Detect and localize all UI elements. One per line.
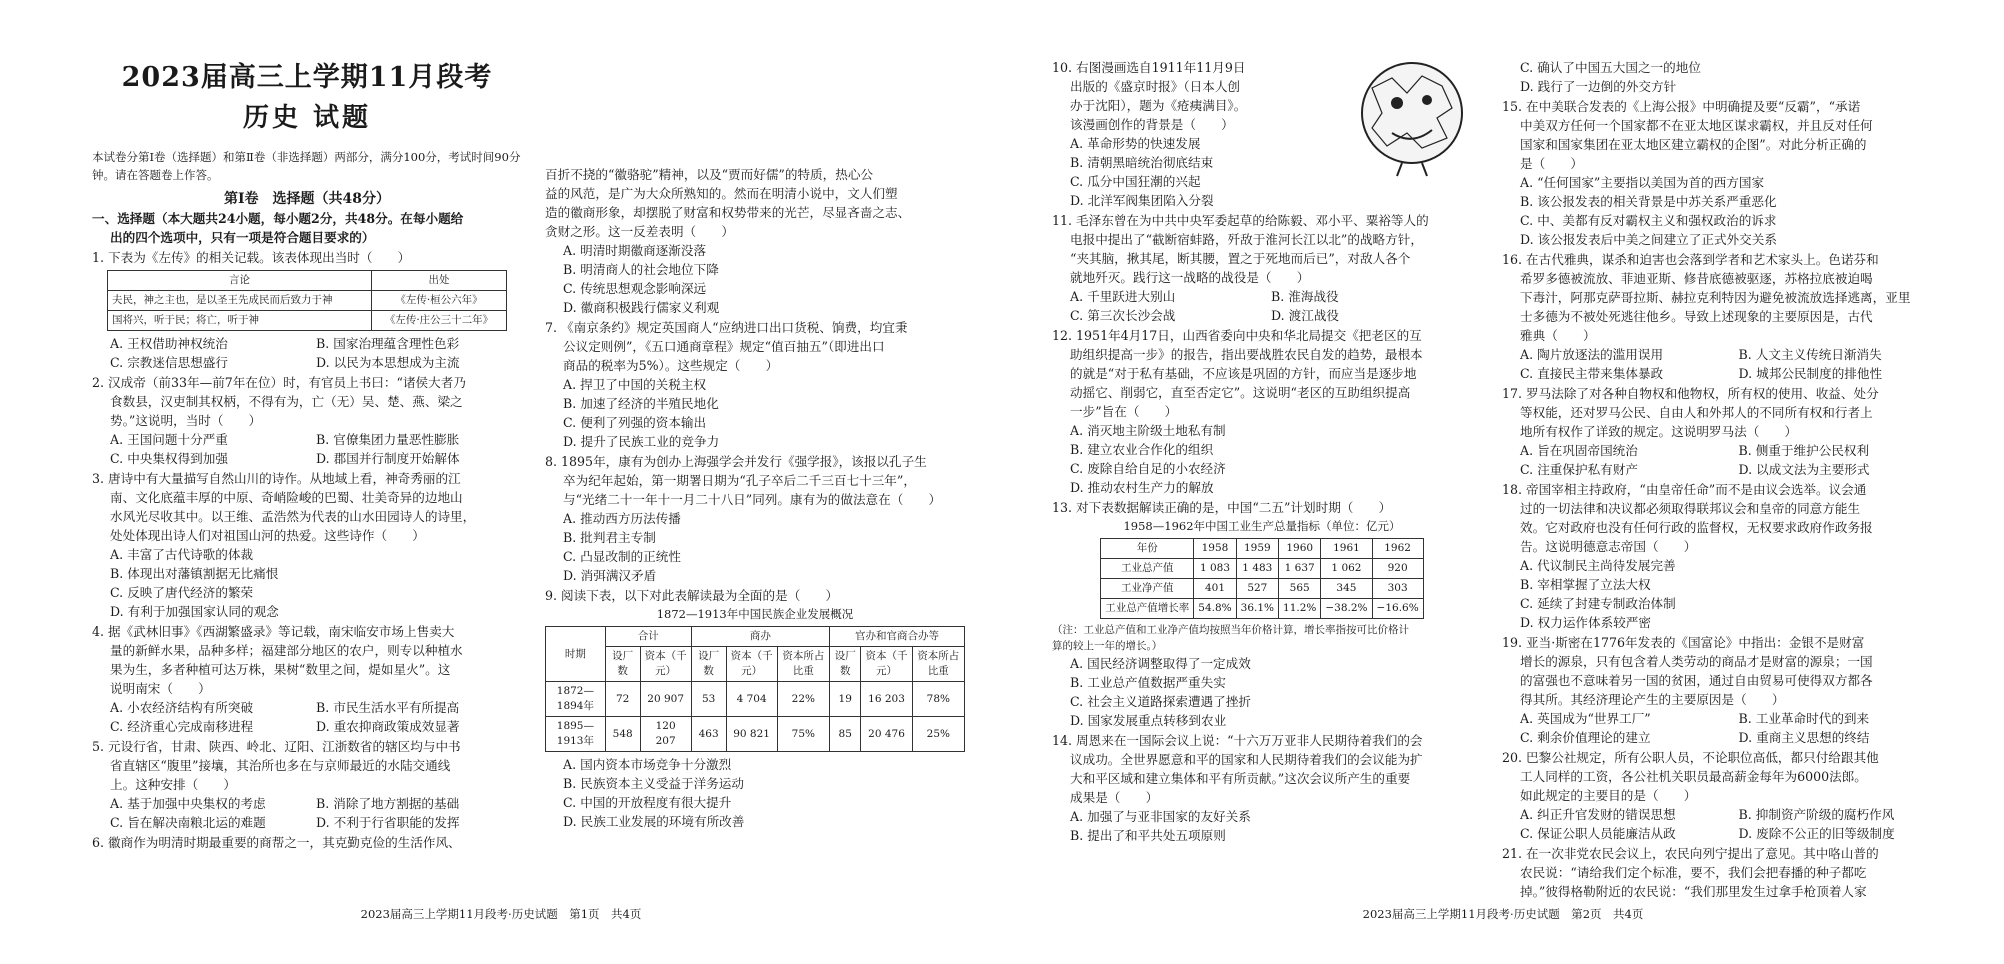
question-line: 处处体现出诗人们对祖国山河的热爱。这些诗作（ ）: [110, 528, 425, 543]
table-cell: 1 083: [1194, 559, 1236, 579]
question-line: 大和平区域和建立集体和平有所贡献。”这次会议所产生的重要: [1070, 771, 1411, 786]
option: B. 消除了地方割据的基础: [316, 796, 460, 811]
q17-options-row-1: [1502, 441, 1957, 460]
question-line: 是（ ）: [1520, 156, 1583, 171]
table-cell: 16 203: [861, 682, 912, 717]
question-line: 与“光绪二十一年十一月二十八日”同列。康有为的做法意在（ ）: [563, 492, 942, 507]
option: B. 淮海战役: [1271, 289, 1339, 304]
table-header: 年份: [1101, 539, 1194, 559]
option: B. 市民生活水平有所提高: [316, 700, 460, 715]
table-header: 1962: [1372, 539, 1423, 559]
question-line: 过的一切法律和决议都必须取得联邦议会和皇帝的同意方能生: [1520, 501, 1861, 516]
option: B. 该公报发表的相关背景是中苏关系严重恶化: [1520, 194, 1777, 209]
q1-options-row-1: [92, 334, 522, 353]
question-line: 水风光尽收其中。以王维、孟浩然为代表的山水田园诗人的诗里，: [110, 509, 476, 524]
table-cell: −38.2%: [1321, 599, 1372, 619]
option: D. 不利于行省职能的发挥: [316, 815, 460, 830]
q1-table-cell: 《左传·庄公三十二年》: [372, 311, 507, 331]
question-line: 2. 汉成帝（前33年—前7年在位）时，有官员上书曰：“诸侯大者乃: [92, 375, 466, 390]
table-cell: 920: [1372, 559, 1423, 579]
option: C. 社会主义道路探索遭遇了挫折: [1070, 694, 1251, 709]
q1-table-cell: 国将兴，听于民；将亡，听于神: [108, 311, 372, 331]
question-line: 出版的《盛京时报》（日本人创: [1070, 79, 1241, 94]
option: D. 国家发展重点转移到农业: [1070, 713, 1227, 728]
page2-column-left: [1052, 58, 1472, 845]
table-header: 1960: [1279, 539, 1321, 559]
question-line: 助组织提高一步》的报告，指出要战胜农民自发的趋势，最根本: [1070, 347, 1423, 362]
question-line: 14. 周恩来在一国际会议上说：“十六万万亚非人民期待着我们的会: [1052, 733, 1423, 748]
option: A. 旨在巩固帝国统治: [1520, 443, 1638, 458]
option: B. 侧重于维护公民权利: [1738, 443, 1870, 458]
table-cell: 85: [829, 717, 861, 752]
option: A. 陶片放逐法的滥用误用: [1520, 347, 1664, 362]
option: A. 王权借助神权统治: [110, 336, 228, 351]
q13-table: [1100, 538, 1423, 619]
q1-table-header: 出处: [372, 271, 507, 291]
option: D. 重农抑商政策成效显著: [316, 719, 460, 734]
q1-table-header: 言论: [108, 271, 372, 291]
table-cell: 1 483: [1236, 559, 1278, 579]
question-line: 15. 在中美联合发表的《上海公报》中明确提及要“反霸”，“承诺: [1502, 99, 1861, 114]
table-note: 算的较上一年的增长。）: [1052, 640, 1163, 652]
question-18: [1502, 480, 1957, 556]
page2-column-right: [1502, 58, 1957, 901]
table-cell: 19: [829, 682, 861, 717]
page-footer: 2023届高三上学期11月段考·历史试题 第1页 共4页: [360, 907, 642, 921]
question-line: 中美双方任何一个国家都不在亚太地区谋求霸权，并且反对任何: [1520, 118, 1873, 133]
page-footer: 2023届高三上学期11月段考·历史试题 第2页 共4页: [1362, 907, 1644, 921]
table-cell: 20 476: [861, 717, 912, 752]
option: B. 工业总产值数据严重失实: [1070, 675, 1226, 690]
table-cell: 36.1%: [1236, 599, 1278, 619]
option: D. 践行了一边倒的外交方针: [1520, 79, 1677, 94]
table-header: 官办和官商合办等: [829, 627, 964, 647]
question-line: 造的徽商形象，却摆脱了财富和权势带来的光芒，尽显吝啬之志、: [545, 205, 911, 220]
question-line: 掉。”彼得格勒附近的农民说：“我们那里发生过拿手枪顶着人家: [1520, 884, 1867, 899]
question-line: 说明南宋（ ）: [110, 681, 211, 696]
option: C. 中国的开放程度有很大提升: [563, 795, 732, 810]
table-cell: 4 704: [726, 682, 777, 717]
option: B. 官僚集团力量恶性膨胀: [316, 432, 460, 447]
table-row: [546, 682, 965, 717]
question-line: 21. 在一次非党农民会议上，农民向列宁提出了意见。其中咯山普的: [1502, 846, 1879, 861]
option: A. 国民经济调整取得了一定成效: [1070, 656, 1251, 671]
table-header: 商办: [691, 627, 829, 647]
question-20: [1502, 748, 1957, 805]
option: B. 国家治理蕴含理性色彩: [316, 336, 460, 351]
q1-table-cell: 《左传·桓公六年》: [372, 291, 507, 311]
question-line: 办于沈阳），题为《疮痍满目》。: [1070, 98, 1247, 113]
option: C. 废除自给自足的小农经济: [1070, 461, 1226, 476]
table-header: 1959: [1236, 539, 1278, 559]
option: B. 宰相掌握了立法大权: [1520, 577, 1651, 592]
question-line: 一步”旨在（ ）: [1070, 404, 1178, 419]
question-line: 议成功。全世界愿意和平的国家和人民期待着我们的会议能为扩: [1070, 752, 1423, 767]
table-cell: 463: [691, 717, 726, 752]
q5-options-row-2: [92, 813, 522, 832]
table-subheader: 资本（千元）: [726, 647, 777, 682]
table-cell: 75%: [777, 717, 829, 752]
option: C. 旨在解决南粮北运的难题: [110, 815, 266, 830]
cartoon-face-icon: [1352, 58, 1472, 178]
option: B. 建立农业合作化的组织: [1070, 442, 1214, 457]
table-row: [1101, 559, 1423, 579]
option: B. 清朝黑暗统治彻底结束: [1070, 155, 1214, 170]
option: B. 明清商人的社会地位下降: [563, 262, 719, 277]
table-cell: 565: [1279, 579, 1321, 599]
option: D. 重商主义思想的终结: [1738, 730, 1870, 745]
question-line: 工人同样的工资，各公社机关职员最高薪金每年为6000法郎。: [1520, 769, 1867, 784]
question-16: [1502, 250, 1957, 345]
table-cell: 72: [605, 682, 640, 717]
option: A. 丰富了古代诗歌的体裁: [110, 547, 254, 562]
option: D. 徽商积极践行儒家义利观: [563, 300, 720, 315]
q11-options-row-2: [1052, 306, 1472, 325]
option: D. 推动农村生产力的解放: [1070, 480, 1214, 495]
option: D. 渡江战役: [1271, 308, 1340, 323]
option: D. 以成文法为主要形式: [1738, 462, 1870, 477]
question-line: 成果是（ ）: [1070, 790, 1159, 805]
table-cell: 548: [605, 717, 640, 752]
question-line: “夹其脑，揪其尾，断其腰，置之于死地而后已”，对敌人各个: [1070, 251, 1411, 266]
option: B. 体现出对藩镇割据无比痛恨: [110, 566, 279, 581]
option: C. 瓜分中国狂潮的兴起: [1070, 174, 1201, 189]
question-line: 等权能，还对罗马公民、自由人和外邦人的不同所有权和行者上: [1520, 405, 1873, 420]
table-subheader: 资本（千元）: [861, 647, 912, 682]
option: C. 中、美都有反对霸权主义和强权政治的诉求: [1520, 213, 1777, 228]
table-cell: 78%: [912, 682, 964, 717]
q4-options-row-1: [92, 698, 522, 717]
exam-subtitle: 历史 试题: [242, 103, 372, 133]
option: C. 直接民主带来集体暴政: [1520, 366, 1664, 381]
option: C. 中央集权得到加强: [110, 451, 228, 466]
option: C. 延续了封建专制政治体制: [1520, 596, 1676, 611]
question-line: 下毒汁，阿那克萨哥拉斯、赫拉克利特因为避免被流放选择逃离，亚里: [1520, 290, 1911, 305]
question-line: 南、文化底蕴丰厚的中原、奇峭险峻的巴蜀、壮美奇异的边地山: [110, 490, 463, 505]
table-subheader: 设厂数: [605, 647, 640, 682]
option: A. 捍卫了中国的关税主权: [563, 377, 707, 392]
option: A. 基于加强中央集权的考虑: [110, 796, 266, 811]
option: D. 消弭满汉矛盾: [563, 568, 657, 583]
q11-options-row-1: [1052, 287, 1472, 306]
question-line: 省直辖区“腹里”接壤，其治所也多在与京师最近的水陆交通线: [110, 758, 451, 773]
option: C. 第三次长沙会战: [1070, 308, 1176, 323]
question-13: 13. 对下表数据解读正确的是，中国“二五”计划时期（ ）: [1052, 500, 1392, 515]
question-line: 8. 1895年，康有为创办上海强学会并发行《强学报》，该报以孔子生: [545, 454, 927, 469]
option: A. “任何国家”主要指以美国为首的西方国家: [1520, 175, 1765, 190]
q9-table-caption: 1872—1913年中国民族企业发展概况: [656, 607, 854, 621]
option: A. 千里跃进大别山: [1070, 289, 1176, 304]
option: D. 民族工业发展的环境有所改善: [563, 814, 745, 829]
table-cell: 120 207: [640, 717, 691, 752]
option: C. 宗教迷信思想盛行: [110, 355, 228, 370]
option: A. 明清时期徽商逐渐没落: [563, 243, 707, 258]
exam-title: 2023届高三上学期11月段考: [121, 62, 493, 93]
option: C. 保证公职人员能廉洁从政: [1520, 826, 1676, 841]
question-line: 该漫画创作的背景是（ ）: [1070, 117, 1234, 132]
question-line: 4. 据《武林旧事》《西湖繁盛录》等记载，南宋临安市场上售卖大: [92, 624, 455, 639]
table-cell: 54.8%: [1194, 599, 1236, 619]
table-header: 1958: [1194, 539, 1236, 559]
table-cell: 1872—1894年: [546, 682, 606, 717]
question-line: 就地歼灭。践行这一战略的战役是（ ）: [1070, 270, 1310, 285]
q19-options-row-1: [1502, 709, 1957, 728]
question-line: 增长的源泉，只有包含着人类劳动的商品才是财富的源泉；一国: [1520, 654, 1873, 669]
q1-options-row-2: [92, 353, 522, 372]
table-cell: −16.6%: [1372, 599, 1423, 619]
option: C. 凸显改制的正统性: [563, 549, 681, 564]
option: B. 批判君主专制: [563, 530, 656, 545]
question-line: 势。”这说明，当时（ ）: [110, 413, 262, 428]
table-cell: 11.2%: [1279, 599, 1321, 619]
exam-intro: 本试卷分第Ⅰ卷（选择题）和第Ⅱ卷（非选择题）两部分，满分100分，考试时间90分钟。请在答题卷上作答。: [92, 150, 521, 182]
question-line: 的就是“对于私有基础，不应该是巩固的方针，而应当是逐步地: [1070, 366, 1417, 381]
question-line: 农民说：“请给我们定个标准，要不，我们会把春播的种子都吃: [1520, 865, 1867, 880]
option: D. 提升了民族工业的竞争力: [563, 434, 720, 449]
page1-column-right: [545, 165, 965, 831]
table-cell: 1 637: [1279, 559, 1321, 579]
table-cell: 303: [1372, 579, 1423, 599]
table-cell: 20 907: [640, 682, 691, 717]
question-4: [92, 622, 522, 698]
question-line: 效。它对政府也没有任何行政的监督权，无权要求政府作政务报: [1520, 520, 1873, 535]
option: C. 确认了中国五大国之一的地位: [1520, 60, 1701, 75]
question-19: [1502, 633, 1957, 709]
question-line: 17. 罗马法除了对各种自物权和他物权，所有权的使用、收益、处分: [1502, 386, 1879, 401]
q20-options-row-2: [1502, 824, 1957, 843]
question-line: 19. 亚当·斯密在1776年发表的《国富论》中指出：金银不是财富: [1502, 635, 1865, 650]
question-2: [92, 373, 522, 430]
option: A. 革命形势的快速发展: [1070, 136, 1201, 151]
question-line: 士多德为不被处死逃往他乡。导致上述现象的主要原因是，古代: [1520, 309, 1873, 324]
section-title: 第Ⅰ卷 选择题（共48分）: [223, 191, 391, 207]
question-line: 16. 在古代雅典，谋杀和迫害也会落到学者和艺术家头上。色诺芬和: [1502, 252, 1879, 267]
table-subheader: 资本（千元）: [640, 647, 691, 682]
table-header: 1961: [1321, 539, 1372, 559]
q17-options-row-2: [1502, 460, 1957, 479]
question-line: 11. 毛泽东曾在为中共中央军委起草的给陈毅、邓小平、粟裕等人的: [1052, 213, 1429, 228]
option: C. 传统思想观念影响深远: [563, 281, 707, 296]
option: B. 人文主义传统日渐消失: [1738, 347, 1882, 362]
q1-table: [107, 270, 507, 331]
question-line: 卒为纪年起始，第一期署日期为“孔子卒后二千三百七十三年”，: [563, 473, 916, 488]
option: B. 民族资本主义受益于洋务运动: [563, 776, 744, 791]
question-line: 动摇它、削弱它，直至否定它”。这说明“老区的互助组织提高: [1070, 385, 1411, 400]
q5-options-row-1: [92, 794, 522, 813]
question-7: [545, 318, 965, 375]
table-cell: 401: [1194, 579, 1236, 599]
option: A. 推动西方历法传播: [563, 511, 681, 526]
question-line: 电报中提出了“截断宿蚌路，歼敌于淮河长江以北”的战略方针，: [1070, 232, 1423, 247]
option: C. 注重保护私有财产: [1520, 462, 1638, 477]
option: C. 便利了列强的资本输出: [563, 415, 707, 430]
option: B. 提出了和平共处五项原则: [1070, 828, 1226, 843]
option: B. 工业革命时代的到来: [1738, 711, 1870, 726]
q1-table-cell: 夫民，神之主也，是以圣王先成民而后致力于神: [108, 291, 372, 311]
option: B. 抑制资产阶级的腐朽作风: [1738, 807, 1895, 822]
question-line: 7. 《南京条约》规定英国商人“应纳进口出口货税、饷费，均宜秉: [545, 320, 908, 335]
question-line: 3. 唐诗中有大量描写自然山川的诗作。从地域上看，神奇秀丽的江: [92, 471, 461, 486]
question-1: 1. 下表为《左传》的相关记载。该表体现出当时（ ）: [92, 250, 411, 265]
q16-options-row-2: [1502, 364, 1957, 383]
table-subheader: 设厂数: [829, 647, 861, 682]
instruction-line-1: 一、选择题（本大题共24小题，每小题2分，共48分。在每小题给: [92, 211, 464, 226]
table-cell: 工业净产值: [1101, 579, 1194, 599]
question-line: 商品的税率为5%）。这些规定（ ）: [563, 358, 779, 373]
table-cell: 25%: [912, 717, 964, 752]
q20-options-row-1: [1502, 805, 1957, 824]
option: C. 反映了唐代经济的繁荣: [110, 585, 254, 600]
table-subheader: 设厂数: [691, 647, 726, 682]
question-line: 国家和国家集团在亚太地区建立霸权的企图”。对此分析正确的: [1520, 137, 1867, 152]
option: A. 小农经济结构有所突破: [110, 700, 254, 715]
q2-options-row-2: [92, 449, 522, 468]
option: B. 加速了经济的半殖民地化: [563, 396, 719, 411]
table-row: [1101, 599, 1423, 619]
instruction-line-2: 出的四个选项中，只有一项是符合题目要求的）: [110, 230, 375, 245]
question-line: 食数县，汉吏制其权柄，不得有为，亡（无）吴、楚、燕、梁之: [110, 394, 463, 409]
question-line: 得其所。其经济理论产生的主要原因是（ ）: [1520, 692, 1785, 707]
question-line: 希罗多德被流放、菲迪亚斯、修昔底德被驱逐，苏格拉底被迫喝: [1520, 271, 1873, 286]
table-cell: 工业总产值: [1101, 559, 1194, 579]
option: A. 纠正升官发财的错误思想: [1520, 807, 1676, 822]
q2-options-row-1: [92, 430, 522, 449]
option: D. 郡国并行制度开始解体: [316, 451, 460, 466]
question-line: 18. 帝国宰相主持政府，“由皇帝任命”而不是由议会选举。议会通: [1502, 482, 1867, 497]
q19-options-row-2: [1502, 728, 1957, 747]
option: A. 英国成为“世界工厂”: [1520, 711, 1651, 726]
question-line: 果为生，多者种植可达万株，果树“数里之间，煶如星火”。这: [110, 662, 451, 677]
question-line: 贪财之形。这一反差表明（ ）: [545, 224, 734, 239]
option: C. 剩余价值理论的建立: [1520, 730, 1651, 745]
option: A. 王国问题十分严重: [110, 432, 228, 447]
q16-options-row-1: [1502, 345, 1957, 364]
question-5: [92, 737, 522, 794]
question-line: 雅典（ ）: [1520, 328, 1596, 343]
page-2: [1002, 0, 2004, 964]
option: D. 权力运作体系较严密: [1520, 615, 1651, 630]
q13-table-caption: 1958—1962年中国工业生产总量指标（单位：亿元）: [1123, 519, 1401, 533]
option: A. 加强了与亚非国家的友好关系: [1070, 809, 1251, 824]
question-14: [1052, 731, 1472, 807]
question-9: 9. 阅读下表，以下对此表解读最为全面的是（ ）: [545, 588, 839, 603]
option: A. 国内资本市场竞争十分激烈: [563, 757, 732, 772]
table-cell: 1 062: [1321, 559, 1372, 579]
table-subheader: 资本所占比重: [912, 647, 964, 682]
question-15: [1502, 97, 1957, 173]
table-note: （注：工业总产值和工业净产值均按照当年价格计算，增长率指按可比价格计: [1052, 624, 1409, 636]
option: D. 北洋军阀集团陷入分裂: [1070, 193, 1214, 208]
page1-column-left: [92, 58, 522, 852]
question-21: [1502, 844, 1957, 901]
option: C. 经济重心完成南移进程: [110, 719, 254, 734]
table-header: 时期: [546, 627, 606, 682]
q9-table: [545, 626, 965, 752]
question-line: 公议定则例”，《五口通商章程》规定“值百抽五”（即进出口: [563, 339, 885, 354]
question-3: [92, 469, 522, 545]
table-cell: 工业总产值增长率: [1101, 599, 1194, 619]
table-header: 合计: [605, 627, 691, 647]
question-line: 上。这种安排（ ）: [110, 777, 236, 792]
question-line: 量的新鲜水果，品种多样；福建部分地区的农户，则专以种植水: [110, 643, 463, 658]
question-6: 6. 徽商作为明清时期最重要的商帮之一，其克勤克俭的生活作风、: [92, 835, 461, 850]
option: D. 废除不公正的旧等级制度: [1738, 826, 1895, 841]
question-line: 20. 巴黎公社规定，所有公职人员，不论职位高低，都只付给跟其他: [1502, 750, 1879, 765]
question-line: 益的风范，是广为大众所熟知的。然而在明清小说中，文人们塑: [545, 186, 898, 201]
question-line: 10. 右图漫画选自1911年11月9日: [1052, 60, 1246, 75]
table-row: [1101, 579, 1423, 599]
table-cell: 53: [691, 682, 726, 717]
question-11: [1052, 211, 1472, 287]
question-12: [1052, 326, 1472, 421]
option: A. 消灭地主阶级土地私有制: [1070, 423, 1226, 438]
option: D. 以民为本思想成为主流: [316, 355, 460, 370]
option: D. 城邦公民制度的排他性: [1738, 366, 1883, 381]
question-8: [545, 452, 965, 509]
question-line: 12. 1951年4月17日，山西省委向中央和华北局提交《把老区的互: [1052, 328, 1422, 343]
table-cell: 527: [1236, 579, 1278, 599]
question-line: 百折不挠的“徽骆驼”精神，以及“贾而好儒”的特质，热心公: [545, 167, 874, 182]
question-17: [1502, 384, 1957, 441]
option: A. 代议制民主尚待发展完善: [1520, 558, 1676, 573]
question-line: 的富强也不意味着另一国的贫困，通过自由贸易可使得双方都各: [1520, 673, 1873, 688]
table-subheader: 资本所占比重: [777, 647, 829, 682]
option: D. 有利于加强国家认同的观念: [110, 604, 279, 619]
table-row: [546, 717, 965, 752]
question-line: 如此规定的主要目的是（ ）: [1520, 788, 1697, 803]
table-cell: 22%: [777, 682, 829, 717]
question-line: 5. 元设行省，甘肃、陕西、岭北、辽阳、江浙数省的辖区均与中书: [92, 739, 461, 754]
table-cell: 1895—1913年: [546, 717, 606, 752]
question-line: 地所有权作了详致的规定。这说明罗马法（ ）: [1520, 424, 1798, 439]
q4-options-row-2: [92, 717, 522, 736]
question-line: 告。这说明德意志帝国（ ）: [1520, 539, 1697, 554]
table-cell: 90 821: [726, 717, 777, 752]
table-cell: 345: [1321, 579, 1372, 599]
option: D. 该公报发表后中美之间建立了正式外交关系: [1520, 232, 1777, 247]
